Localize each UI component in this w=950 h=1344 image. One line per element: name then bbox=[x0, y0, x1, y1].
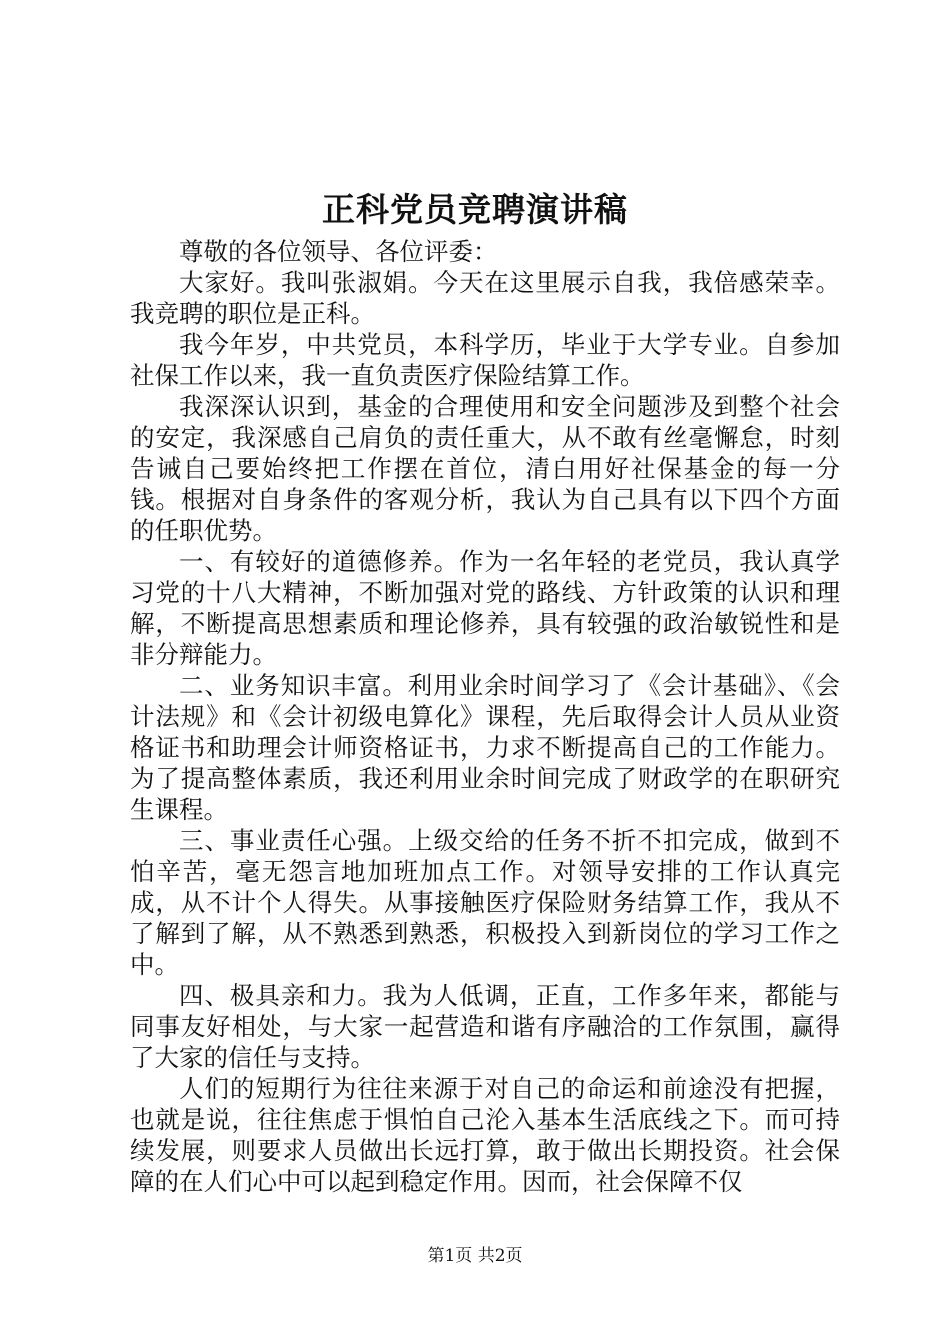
document-body bbox=[130, 236, 840, 1197]
paragraph-background: 我今年岁，中共党员，本科学历，毕业于大学专业。自参加社保工作以来，我一直负责医疗保险结算工作。 bbox=[130, 330, 840, 390]
paragraph-point-2: 二、业务知识丰富。利用业余时间学习了《会计基础》、《会计法规》和《会计初级电算化》课程，先后取得会计人员从业资格证书和助理会计师资格证书，力求不断提高自己的工作能力。为了提高整体素质，我还利用业余时间完成了财政学的在职研究生课程。 bbox=[130, 671, 840, 824]
page-title: 正科党员竞聘演讲稿 bbox=[322, 190, 628, 229]
paragraph-social-security: 人们的短期行为往往来源于对自己的命运和前途没有把握，也就是说，往往焦虑于惧怕自己沦入基本生活底线之下。而可持续发展，则要求人员做出长远打算，敢于做出长期投资。社会保障的在人们心中可以起到稳定作用。因而，社会保障不仅 bbox=[130, 1074, 840, 1196]
page-footer: 第1页 共2页 bbox=[427, 1246, 523, 1266]
paragraph-greeting: 大家好。我叫张淑娟。今天在这里展示自我，我倍感荣幸。我竞聘的职位是正科。 bbox=[130, 268, 840, 328]
paragraph-responsibility: 我深深认识到，基金的合理使用和安全问题涉及到整个社会的安定，我深感自己肩负的责任重大，从不敢有丝毫懈怠，时刻告诫自己要始终把工作摆在首位，清白用好社保基金的每一分钱。根据对自身条件的客观分析，我认为自己具有以下四个方面的任职优势。 bbox=[130, 392, 840, 545]
paragraph-point-3: 三、事业责任心强。上级交给的任务不折不扣完成，做到不怕辛苦，毫无怨言地加班加点工作。对领导安排的工作认真完成，从不计个人得失。从事接触医疗保险财务结算工作，我从不了解到了解，从不熟悉到熟悉，积极投入到新岗位的学习工作之中。 bbox=[130, 826, 840, 979]
paragraph-point-1: 一、有较好的道德修养。作为一名年轻的老党员，我认真学习党的十八大精神，不断加强对党的路线、方针政策的认识和理解，不断提高思想素质和理论修养，具有较强的政治敏锐性和是非分辩能力。 bbox=[130, 547, 840, 669]
salutation: 尊敬的各位领导、各位评委： bbox=[179, 237, 498, 266]
paragraph-point-4: 四、极具亲和力。我为人低调，正直，工作多年来，都能与同事友好相处，与大家一起营造和谐有序融洽的工作氛围，赢得了大家的信任与支持。 bbox=[130, 981, 840, 1072]
